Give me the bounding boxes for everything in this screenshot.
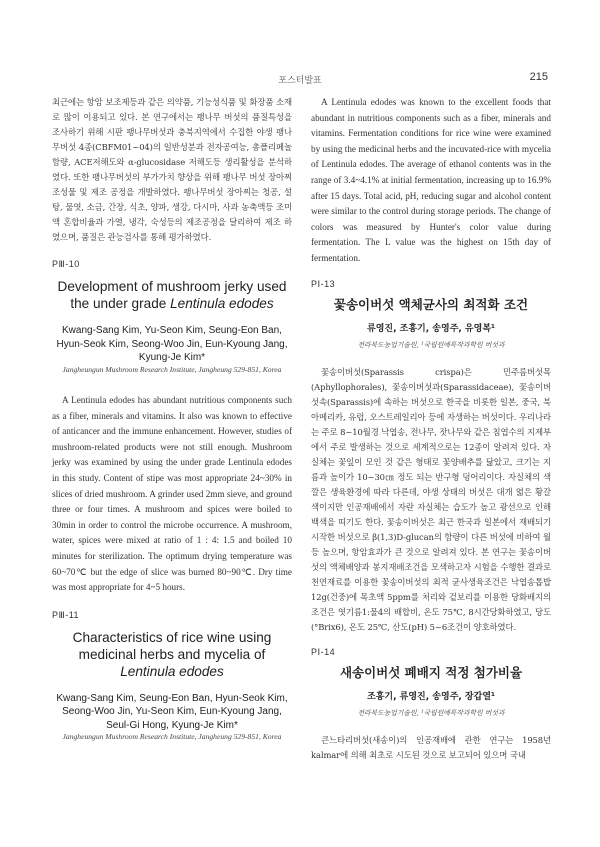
- abstract-body-p11: A Lentinula edodes was known to the excellent foods that abundant in nutritious components such as a fiber, minerals and vitamins. Fermentation conditions for rice wine were examined by using the medicinal herbs and the incuvated-rice with mycelia of Lentinula edodes. The average of ethanol contents was in the range of 3.4~4.1% at initial fermentation, increasing up to 16.9% after 15 days. Total acid, pH, reducing sugar and alcohol content were similar to the control during storage periods. The change of colors was measured by Hunter's color value during fermentation. The L value was the highest on 15th day of fermentation.: [311, 97, 551, 263]
- abstract-code-p11: PⅢ-11: [52, 609, 80, 620]
- abstract-code-p13: PⅠ-13: [311, 278, 336, 289]
- abstract-body-p13: 꽃송이버섯(Sparassis crispa)은 민주름버섯목(Aphyllophorales), 꽃송이버섯과(Sparassidaceae), 꽃송이버섯속(Sparassis)에 속하는 버섯으로 한국을 비롯한 일본, 중국, 북아메리카, 유럽, 오스트레일리아 등에 자생하는 버섯이다. 우리나라는 주로 8~10월경 낙엽송, 전나무, 잣나무와 같은 침엽수의 지제부에서 주로 발생하는 것으로 세계적으로는 12종이 알려져 있다. 자실체는 꽃잎이 모인 것 같은 형태로 꽃양배추를 닮았고, 크기는 지름과 높이가 10~30㎝ 정도 되는 반구형 덩어리이다. 자실체의 색깔은 생육환경에 따라 다른데, 야생 상태의 버섯은 대개 엷은 황갈색이지만 인공재배에서 자란 자실체는 습도가 높고 광선으로 인해 백색을 띠기도 한다. 꽃송이버섯은 최근 한국과 일본에서 재배되기 시작한 버섯으로 β(1,3)D-glucan의 함량이 다른 버섯에 비하여 월등 높으며, 항암효과가 큰 것으로 알려져 있다. 본 연구는 꽃송이버섯의 액체배양과 봉지재배조건을 모색하고자 시험을 수행한 결과로 천연재료를 이용한 꽃송이버섯의 최적 균사생육조건은 낙엽송톱밥 12g(건중)에 목초액 5ppm를 처리와 겉보리를 이용한 당화배지의 조건은 엿기름1:물4의 배합비, 온도 75℃, 8시간당화하였고, 당도(°Brix6), 온도 25℃, 산도(pH) 5~6조건이 양호하였다.: [311, 366, 551, 632]
- title-species: Lentinula edodes: [170, 296, 274, 311]
- abstract-code-p14: PⅠ-14: [311, 646, 336, 657]
- affiliation-p14: 전라북도농업기술원, ¹국립원예특작과학원 버섯과: [357, 709, 505, 718]
- authors-p14: 조홍기, 류영진, 송영주, 장갑열¹: [367, 691, 495, 702]
- right-column: [311, 95, 551, 763]
- affiliation-p10: Jangheungun Mushroom Research Institute, Jangheung 529-851, Korea: [62, 364, 282, 374]
- abstract-title-p14: 새송이버섯 폐배지 적정 첨가비율: [339, 664, 523, 680]
- affiliation-p11: Jangheungun Mushroom Research Institute, Jangheung 529-851, Korea: [62, 732, 282, 742]
- page-number: 215: [529, 71, 548, 83]
- authors-p11: Kwang-Sang Kim, Seung-Eon Ban, Hyun-Seok Kim, Seong-Woo Jin, Yu-Seon Kim, Eun-Kyoung Jang, Seul-Gi Hong, Kyung-Je Kim*: [56, 692, 288, 731]
- title-species: Lentinula edodes: [120, 663, 224, 679]
- abstract-body-p10: A Lentinula edodes has abundant nutritious components such as a fiber, minerals and vitamins. It also was known to effective of anticancer and the immune enhancement. However, studies of mushroom-related products were not still enough. Mushroom jerky was examined by using the under grade Lentinula edodes in this study. Content of stipe was most appropriate 24~30% in slices of dried mushroom. A grinder used 2mm sieve, and ground three or four times. A mushroom and spices were boiled to 30min in order to control the microbe occurrence. A mushroom, water, spices were mixed at ratio of 1 : 4: 1.5 and boiled 10 minutes for sterilization. The optimum drying temperature was 60~70℃ but the edge of slice was burned 80~90℃. Dry time was most appropriate for 4~5 hours.: [52, 395, 292, 593]
- intro-paragraph: 최근에는 항암 보조제등과 같은 의약품, 기능성식품 및 화장품 소재로 많이 이용되고 있다. 본 연구에서는 팽나무 버섯의 품질특성을 조사하기 위해 시판 팽나무버섯과 충북지역에서 수집한 야생 팽나무버섯 4종(CBFM01~04)의 일반성분과 전자공여능, 총폴리페놀함량, ACE저해도와 α-glucosidase 저해도등 생리활성을 분석하였다. 또한 팽나무버섯의 부가가치 향상을 위해 팽나무 버섯 장아찌 조성물 및 제조 공정을 개발하였다. 팽나무버섯 장아찌는 청공, 설탕, 물엿, 소금, 간장, 식초, 양파, 생강, 다시마, 사과 농축액등 조미액 혼합비율과 가열, 냉각, 숙성등의 제조공정을 달리하여 제조 하였으며, 품질은 관능검사를 통해 평가하였다.: [52, 97, 292, 242]
- abstract-title-p13: 꽃송이버섯 액체균사의 최적화 조건: [333, 296, 529, 312]
- title-text: Development of mushroom jerky used the under grade: [57, 279, 287, 311]
- affiliation-p13: 전라북도농업기술원, ¹국립원예특작과학원 버섯과: [357, 341, 505, 350]
- authors-p10: Kwang-Sang Kim, Yu-Seon Kim, Seung-Eon Ban, Hyun-Seok Kim, Seong-Woo Jin, Eun-Kyoung Jang, Kyung-Je Kim*: [56, 325, 288, 363]
- abstract-title-p10: [52, 278, 292, 312]
- page-header-title: 포스터발표: [278, 76, 322, 86]
- left-column: [52, 95, 292, 743]
- abstract-title-p11: [52, 629, 292, 680]
- title-text: Characteristics of rice wine using medicinal herbs and mycelia of: [72, 629, 272, 662]
- authors-p13: 류영진, 조홍기, 송영주, 유영복¹: [367, 323, 495, 334]
- abstract-code-p10: PⅢ-10: [52, 259, 80, 269]
- abstract-body-p14: 큰느타리버섯(새송이)의 인공재배에 관한 연구는 1958년 kalmar에 의해 최초로 시도된 것으로 보고되어 있으며 국내: [311, 734, 551, 760]
